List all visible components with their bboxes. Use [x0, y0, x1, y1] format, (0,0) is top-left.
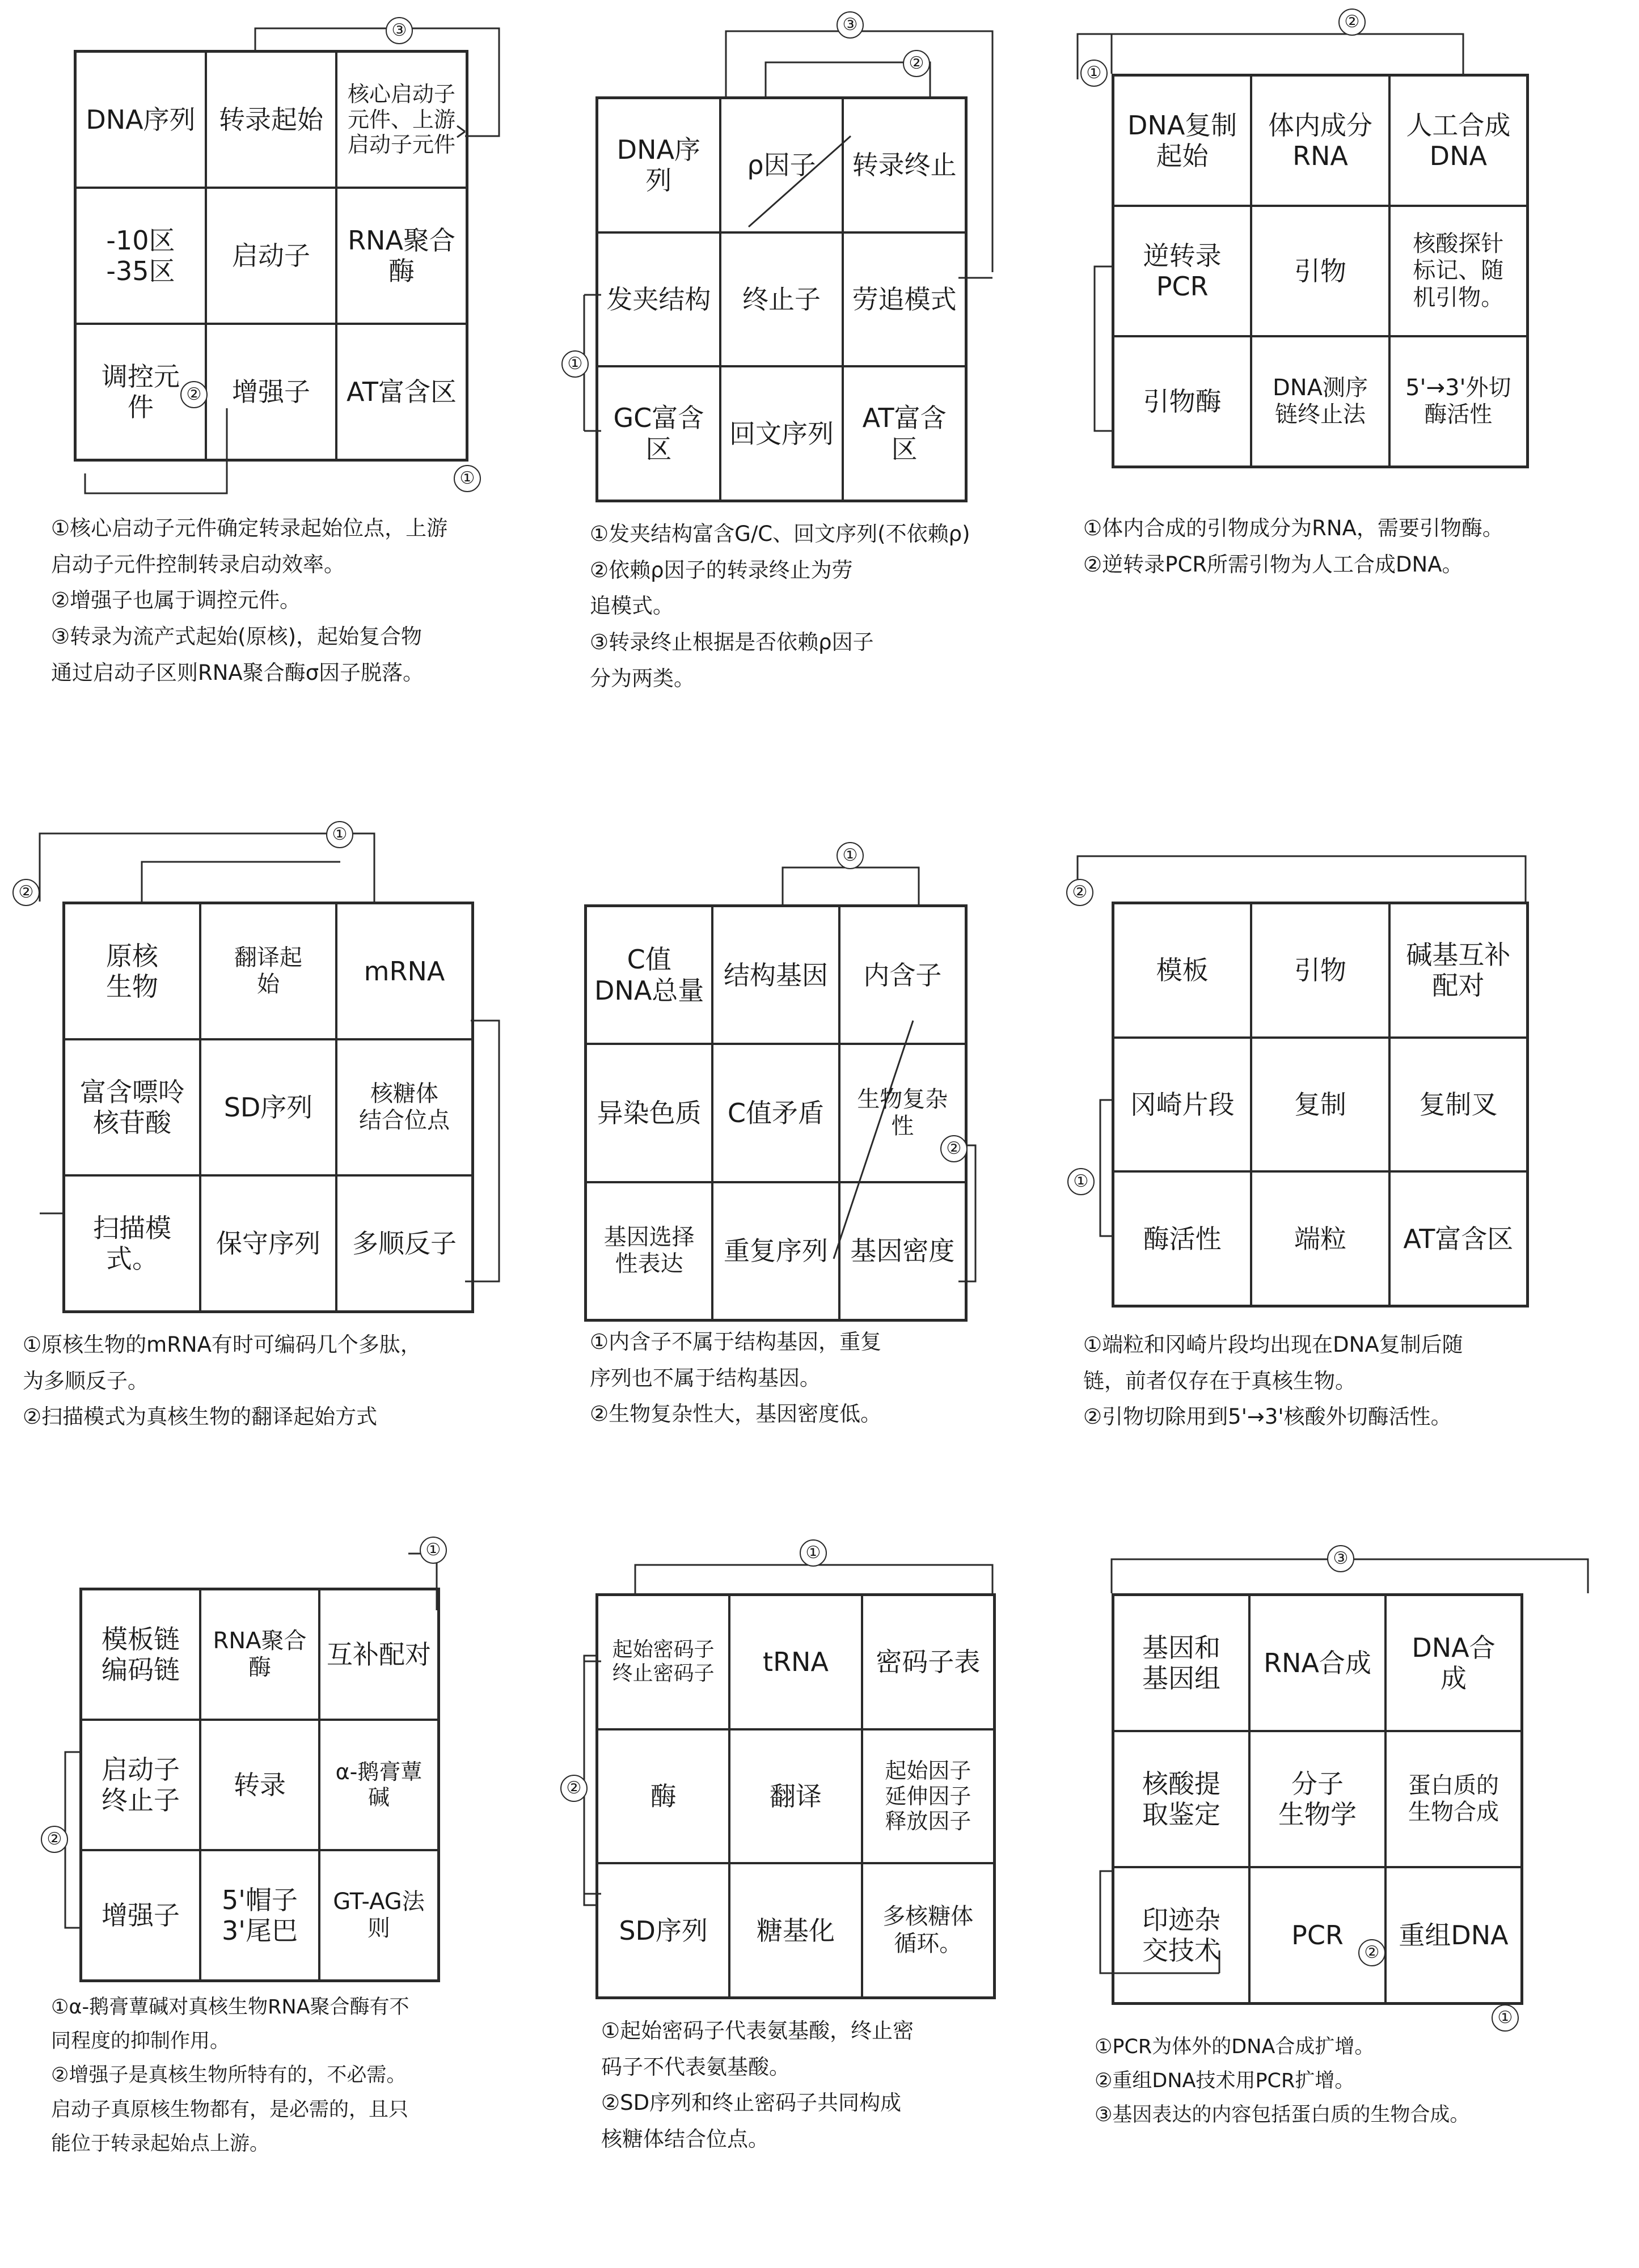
circled-number-marker: ②: [903, 50, 930, 77]
concept-grid: [74, 50, 468, 462]
grid-cell: 5'→3'外切 酶活性: [1389, 336, 1527, 467]
grid-cell: AT富含区: [336, 324, 467, 460]
grid-cell: 回文序列: [720, 366, 843, 501]
concept-grid: [595, 1593, 996, 1999]
grid-cell: 糖基化: [729, 1863, 861, 1998]
grid-cell: ρ因子: [720, 98, 843, 232]
circled-number-marker: ③: [837, 11, 864, 39]
grid-cell: 终止子: [720, 232, 843, 367]
grid-cell: GC富含区: [597, 366, 720, 501]
grid-cell: 酶: [597, 1729, 729, 1864]
notes-text: ①内含子不属于结构基因，重复 序列也不属于结构基因。 ②生物复杂性大，基因密度低。: [590, 1330, 882, 1427]
grid-cell: PCR: [1249, 1867, 1385, 2003]
grid-cell: 印迹杂 交技术: [1113, 1867, 1249, 2003]
grid-cell: 转录终止: [843, 98, 966, 232]
circled-number-marker: ①: [1080, 60, 1108, 87]
circled-number-marker: ①: [837, 842, 864, 869]
grid-cell: 基因密度: [839, 1182, 966, 1320]
circled-number-marker: ③: [386, 17, 413, 44]
circled-number-marker: ②: [1066, 879, 1093, 906]
grid-cell: AT富含区: [843, 366, 966, 501]
circled-number-marker: ②: [940, 1135, 968, 1162]
grid-cell: 翻译起 始: [200, 903, 336, 1039]
circled-number-marker: ②: [1338, 9, 1366, 36]
grid-cell: 核酸提 取鉴定: [1113, 1731, 1249, 1867]
concept-grid: [1112, 902, 1529, 1308]
grid-cell: SD序列: [597, 1863, 729, 1998]
grid-cell: 异染色质: [586, 1044, 712, 1182]
grid-cell: 冈崎片段: [1113, 1038, 1251, 1172]
concept-grid: [1112, 74, 1529, 468]
notes-text: ①起始密码子代表氨基酸，终止密 码子不代表氨基酸。 ②SD序列和终止密码子共同构成 核糖体结合位点。: [601, 2019, 914, 2151]
grid-cell: DNA序列: [75, 52, 206, 188]
notes-text: ①α-鹅膏蕈碱对真核生物RNA聚合酶有不 同程度的抑制作用。 ②增强子是真核生物所特有的，不必需。 启动子真原核生物都有，是必需的，且只 能位于转录起始点上游。: [51, 1996, 409, 2155]
notes-text: ①原核生物的mRNA有时可编码几个多肽， 为多顺反子。 ②扫描模式为真核生物的翻译起始方式: [23, 1332, 421, 1429]
circled-number-marker: ③: [1327, 1545, 1354, 1572]
grid-cell: 保守序列: [200, 1175, 336, 1311]
grid-cell: 富含嘌呤 核苷酸: [64, 1039, 200, 1175]
grid-cell: 多顺反子: [336, 1175, 472, 1311]
grid-cell: 起始密码子 终止密码子: [597, 1595, 729, 1729]
grid-cell: 复制叉: [1389, 1038, 1527, 1172]
grid-cell: 启动子 终止子: [81, 1720, 200, 1850]
grid-cell: DNA测序 链终止法: [1251, 336, 1389, 467]
grid-cell: 体内成分 RNA: [1251, 75, 1389, 206]
concept-grid: [584, 904, 968, 1322]
grid-cell: 启动子: [206, 188, 336, 324]
circled-number-marker: ①: [326, 821, 353, 848]
grid-cell: 引物酶: [1113, 336, 1251, 467]
grid-cell: 增强子: [81, 1850, 200, 1981]
grid-cell: 内含子: [839, 906, 966, 1044]
grid-cell: DNA序列: [597, 98, 720, 232]
grid-cell: 酶活性: [1113, 1171, 1251, 1306]
circled-number-marker: ①: [420, 1537, 447, 1564]
grid-cell: 重复序列: [712, 1182, 839, 1320]
grid-cell: 原核 生物: [64, 903, 200, 1039]
grid-cell: 基因和 基因组: [1113, 1595, 1249, 1731]
grid-cell: DNA合 成: [1385, 1595, 1522, 1731]
grid-cell: 核心启动子 元件、上游 启动子元件: [336, 52, 467, 188]
circled-number-marker: ②: [560, 1775, 588, 1802]
circled-number-marker: ②: [12, 879, 40, 906]
circled-number-marker: ①: [800, 1539, 827, 1567]
grid-cell: 扫描模 式。: [64, 1175, 200, 1311]
notes-text: ①发夹结构富含G/C、回文序列(不依赖ρ) ②依赖ρ因子的转录终止为劳 追模式。 ③转录终止根据是否依赖ρ因子 分为两类。: [590, 522, 970, 691]
grid-cell: 人工合成 DNA: [1389, 75, 1527, 206]
grid-cell: 引物: [1251, 206, 1389, 336]
grid-cell: 起始因子 延伸因子 释放因子: [862, 1729, 994, 1864]
grid-cell: 引物: [1251, 903, 1389, 1038]
grid-cell: RNA聚合 酶: [200, 1589, 319, 1720]
grid-cell: 端粒: [1251, 1171, 1389, 1306]
grid-cell: C值矛盾: [712, 1044, 839, 1182]
circled-number-marker: ②: [41, 1826, 68, 1853]
grid-cell: 生物复杂性: [839, 1044, 966, 1182]
grid-cell: 分子 生物学: [1249, 1731, 1385, 1867]
circled-number-marker: ①: [454, 465, 481, 492]
grid-cell: GT-AG法 则: [319, 1850, 438, 1981]
grid-cell: 重组DNA: [1385, 1867, 1522, 2003]
grid-cell: 增强子: [206, 324, 336, 460]
grid-cell: 核糖体 结合位点: [336, 1039, 472, 1175]
circled-number-marker: ①: [561, 350, 589, 378]
circled-number-marker: ①: [1492, 2004, 1519, 2032]
notes-text: ①核心启动子元件确定转录起始位点，上游 启动子元件控制转录启动效率。 ②增强子也属于调控元件。 ③转录为流产式起始(原核)，起始复合物 通过启动子区则RNA聚合酶σ因子脱落。: [51, 516, 448, 685]
concept-grid: [1112, 1593, 1523, 2005]
grid-cell: 转录: [200, 1720, 319, 1850]
grid-cell: α-鹅膏蕈 碱: [319, 1720, 438, 1850]
notes-text: ①PCR为体外的DNA合成扩增。 ②重组DNA技术用PCR扩增。 ③基因表达的内容包括蛋白质的生物合成。: [1095, 2036, 1470, 2127]
grid-cell: 密码子表: [862, 1595, 994, 1729]
grid-cell: tRNA: [729, 1595, 861, 1729]
grid-cell: mRNA: [336, 903, 472, 1039]
grid-cell: 基因选择 性表达: [586, 1182, 712, 1320]
grid-cell: SD序列: [200, 1039, 336, 1175]
grid-cell: 5'帽子 3'尾巴: [200, 1850, 319, 1981]
grid-cell: RNA合成: [1249, 1595, 1385, 1731]
grid-cell: 蛋白质的 生物合成: [1385, 1731, 1522, 1867]
circled-number-marker: ②: [1358, 1939, 1385, 1966]
grid-cell: 逆转录 PCR: [1113, 206, 1251, 336]
grid-cell: DNA复制 起始: [1113, 75, 1251, 206]
grid-cell: 核酸探针 标记、随 机引物。: [1389, 206, 1527, 336]
grid-cell: 翻译: [729, 1729, 861, 1864]
concept-grid: [79, 1588, 440, 1982]
grid-cell: 结构基因: [712, 906, 839, 1044]
grid-cell: 多核糖体 循环。: [862, 1863, 994, 1998]
grid-cell: 模板: [1113, 903, 1251, 1038]
grid-cell: RNA聚合 酶: [336, 188, 467, 324]
grid-cell: 转录起始: [206, 52, 336, 188]
grid-cell: 调控元 件: [75, 324, 206, 460]
concept-grid: [62, 902, 474, 1313]
circled-number-marker: ①: [1067, 1168, 1095, 1195]
grid-cell: 碱基互补 配对: [1389, 903, 1527, 1038]
grid-cell: C值 DNA总量: [586, 906, 712, 1044]
grid-cell: 劳追模式: [843, 232, 966, 367]
circled-number-marker: ②: [180, 381, 208, 408]
grid-cell: 互补配对: [319, 1589, 438, 1720]
grid-cell: 发夹结构: [597, 232, 720, 367]
grid-cell: 复制: [1251, 1038, 1389, 1172]
grid-cell: AT富含区: [1389, 1171, 1527, 1306]
grid-cell: 模板链 编码链: [81, 1589, 200, 1720]
notes-text: ①端粒和冈崎片段均出现在DNA复制后随 链，前者仅存在于真核生物。 ②引物切除用到5'→3'核酸外切酶活性。: [1083, 1332, 1463, 1429]
grid-cell: -10区 -35区: [75, 188, 206, 324]
concept-grid: [595, 96, 968, 502]
notes-text: ①体内合成的引物成分为RNA，需要引物酶。 ②逆转录PCR所需引物为人工合成DNA。: [1083, 516, 1503, 577]
